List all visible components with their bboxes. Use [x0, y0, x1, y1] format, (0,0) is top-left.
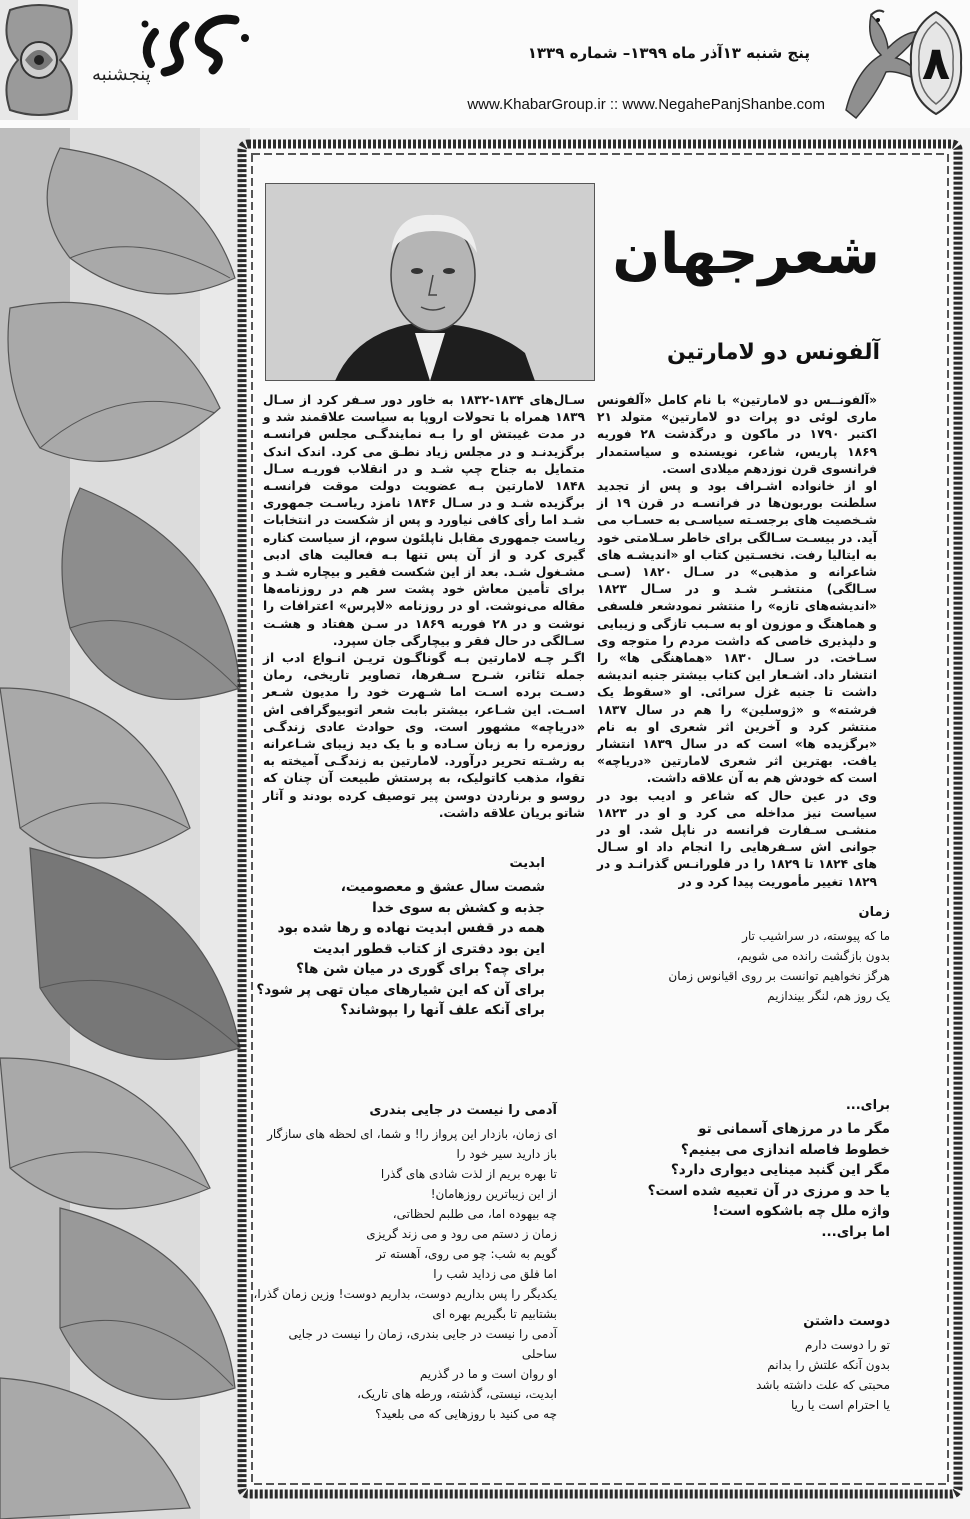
poem-line: ابدیت، نیستی، گذشته، ورطه های تاریک،: [357, 1387, 557, 1401]
poem-line: اما برای...: [821, 1223, 890, 1240]
poem-line: خطوط فاصله اندازی می بینیم؟: [680, 1141, 890, 1158]
poem-zaman: [640, 905, 890, 1006]
page-number-badge: [905, 8, 967, 118]
poem-line: او روان است و ما در گذریم: [419, 1367, 557, 1381]
poem-baraye: [600, 1098, 890, 1242]
poem-line: تا بهره بریم از لذت شادی های گذرا: [380, 1167, 557, 1181]
poem-line: شصت سال عشق و معصومیت،: [340, 879, 545, 895]
masthead: [0, 0, 970, 128]
lamartine-portrait-photo: [265, 183, 595, 381]
poem-line: برای آن که این شیارهای میان تهی پر شود؟: [256, 981, 545, 998]
poem-line: ما که پیوسته، در سراشیب تار: [742, 929, 890, 943]
poem-line: زمان ز دستم می رود و می زند گریزی: [366, 1227, 557, 1241]
logo-subtitle: پنجشنبه: [92, 64, 151, 85]
poem-line: گویم به شب: چو می روی، آهسته تر: [376, 1247, 557, 1261]
poem-line: چه بیهوده اما، می طلبم لحظاتی،: [392, 1207, 557, 1221]
article-column-right: [597, 392, 877, 891]
poem-line: هرگز نخواهیم توانست بر روی اقیانوس زمان: [668, 969, 890, 983]
poem-line: چه می کنید با روزهایی که می بلعید؟: [375, 1407, 557, 1421]
paragraph: «آلفونــس دو لامارتین» با نام کامل «آلفونس ماری لوئی دو پرات دو لامارتین» متولد ۲۱ اکتبر ۱۷۹۰ در ماکون و درگذشت ۲۸ فوریه ۱۸۶۹ پاریس، شاعر، نویسنده و سیاستمدار فرانسوی قرن نوزدهم میلادی است.: [597, 393, 877, 476]
poem-title: برای...: [845, 1098, 890, 1113]
paragraph: وی در عین حال که شاعر و ادیب بود در سیاست نیز مداخله می کرد و او در ۱۸۲۳ منشـی سـفارت فرانسه در ناپل شد. او در جوانی اش سـفرهایی را انجام داد او سـال های ۱۸۲۴ تا ۱۸۲۹ را در فلورانـس گذرانـد و در ۱۸۲۹ تغییر مأموریت پیدا کرد و در: [597, 788, 877, 889]
paragraph: او از خانواده اشـراف بود و پس از تجدید سلطنت بوربون‌ها در فرانسـه در قرن ۱۹ از شـخصیت های برجسـته سیاسـی به حسـاب می آید. در بیسـت سـالگی برای خاطر سـلامتی خود به ایتالیا رفت. نخسـتین کتاب او «اندیشـه های شاعرانه و مذهبی» در سـال ۱۸۲۰ (سـی سـالگی) منتشـر شـد و در سـال ۱۸۲۳ «اندیشه‌های تازه» را منتشر نمودشعر فلسفی و هماهنگ و موزون او به سـبب تازگی و زیبایی و دلپذیری خاصی که داشت مردم را متوجه وی سـاخت. در سـال ۱۸۳۰ «هماهنگی ها» را انتشار داد. اشـعار این کتاب بیشتر جنبه اندیشه داشت تا جنبه غزل سرائی. او «سقوط یک فرشته» و «ژوسلین» را هم در سال ۱۸۳۷ منتشر کرد و آخرین اثر شعری او به نام «برگزیده ها» است که در سال ۱۸۳۹ انتشار یافت. بهترین اثر شعری لامارتین «دریاچه» است که خودش هم به آن علاقه داشت.: [597, 479, 878, 786]
paragraph: سـال‌های ۱۸۳۴-۱۸۳۲ به خاور دور سـفر کرد از سـال ۱۸۳۹ همراه با تحولات اروپا به سیاست علاقمند شد و در مدت غیبتش او را بـه نمایندگـی مجلس فرانسـه برگزیدنـد و در مجلس زیاد نطـق می کرد. اندک اندک متمایل به جناح چپ شـد و در انقلاب فوریـه سـال ۱۸۴۸ لامارتین بـه عضویت دولت موقت فرانسـه برگزیده شـد و در سـال ۱۸۴۶ نامزد ریاسـت جمهوری شـد اما رأی کافی نیاورد و پس از شکست در انتخابات ریاست جمهوری مقابل ناپلئون سوم، از سیاست کناره گیری کرد و از آن پس تنها بـه فعالیت های ادبی مشـغول شـد. بعد از این شکست فقیر و بیچاره شـد و برای تأمین معاش خود پشت سر هم در روزنامه‌ها مقاله می‌نوشت. او در روزنامه «لاپرس» اعترافات را نوشت و در ۲۸ فوریه ۱۸۶۹ در سـن هفتاد و هشـت سـالگی در حال فقر و بیچارگی جان سپرد.: [263, 393, 586, 648]
poem-line: از این زیباترین روزهامان!: [430, 1187, 557, 1201]
poem-adami: [253, 1103, 557, 1424]
website-links[interactable]: www.KhabarGroup.ir :: www.NegahePanjShanbe.com: [467, 96, 825, 113]
poem-line: یا احترام است یا ریا: [791, 1398, 890, 1412]
poem-title: زمان: [858, 905, 890, 920]
poem-line: بدون آنکه علتش را بدانم: [767, 1358, 890, 1372]
article-subtitle: آلفونس دو لامارتین: [666, 340, 880, 365]
poem-line: برای آنکه علف آنها را بپوشاند؟: [340, 1002, 545, 1018]
poem-line: محبتی که علت داشته باشد: [756, 1378, 890, 1392]
poem-line: تو را دوست دارم: [805, 1338, 890, 1352]
article-column-left: [263, 392, 585, 822]
arabesque-ornament: [0, 0, 78, 120]
section-title: شعرجهان: [612, 222, 880, 287]
poem-line: آدمی را نیست در جایی بندری، زمان را نیست در جایی: [288, 1327, 557, 1341]
poem-line: باز دارید سیر خود را: [456, 1147, 557, 1161]
poem-line: مگر این گنبد مینایی دیواری دارد؟: [670, 1162, 890, 1178]
poem-line: برای چه؟ برای گوری در میان شن ها؟: [296, 961, 545, 977]
poem-line: ای زمان، بازدار این پرواز را! و شما، ای لحظه های سازگار: [267, 1127, 557, 1141]
poem-line: واژه ملل چه باشکوه است!: [712, 1203, 890, 1219]
poem-line: یا حد و مرزی در آن تعبیه شده است؟: [647, 1182, 890, 1199]
paragraph: اگـر چـه لامارتین بـه گوناگـون تریـن انـواع ادب از جمله تئاتر، شـرح سـفرها، تصاویر تاریخی، رمان دسـت برده اسـت اما شـهرت خود را مدیون شـعر اسـت. این شـاعر، بیشتر بابت شعر اتوبیوگرافی اش «دریاچه» مشهور است. وی حوادث عادی زندگـی روزمره را به زبان سـاده و با یک دید زیبای شـاعرانه به رشـته تحریر درآورد. لامارتین به زندگـی آمیخته به تقوا، مذهب کاتولیک، به پرستش طبیعت آن چنان که روسو و برناردن دوسن پیر توصیف کرده بودند و آثار شاتو بریان علاقه داشت.: [263, 651, 585, 820]
poem-line: یکدیگر را پس بداریم دوست، بداریم دوست! وزین زمان گذرا،: [253, 1287, 557, 1301]
poem-line: یک روز هم، لنگر بیندازیم: [767, 989, 890, 1003]
poem-doost-dashtan: [680, 1314, 890, 1415]
poem-line: ساحلی: [521, 1347, 557, 1361]
poem-title: دوست داشتن: [803, 1314, 890, 1329]
poem-title: آدمی را نیست در جایی بندری: [369, 1103, 557, 1118]
issue-date-line: پنج شنبه ۱۳آذر ماه ۱۳۹۹– شماره ۱۳۳۹: [527, 44, 810, 62]
leaf-decoration-strip: [0, 128, 250, 1519]
poem-line: بشتابیم تا بگیریم بهره ای: [432, 1307, 557, 1321]
poem-line: اما فلق می زداید شب را: [433, 1267, 557, 1281]
poem-abadiyat: [256, 856, 545, 1021]
poem-line: بدون بازگشت رانده می شویم،: [736, 949, 890, 963]
poem-title: ابدیت: [509, 856, 545, 871]
page-number: ۸: [921, 36, 951, 90]
poem-line: مگر ما در مرزهای آسمانی تو: [698, 1121, 890, 1137]
poem-line: همه در قفس ابدیت نهاده و رها شده بود: [277, 920, 545, 936]
poem-line: این بود دفتری از کتاب قطور ابدیت: [312, 940, 545, 957]
poem-line: جذبه و کشش به سوی خدا: [372, 899, 545, 916]
